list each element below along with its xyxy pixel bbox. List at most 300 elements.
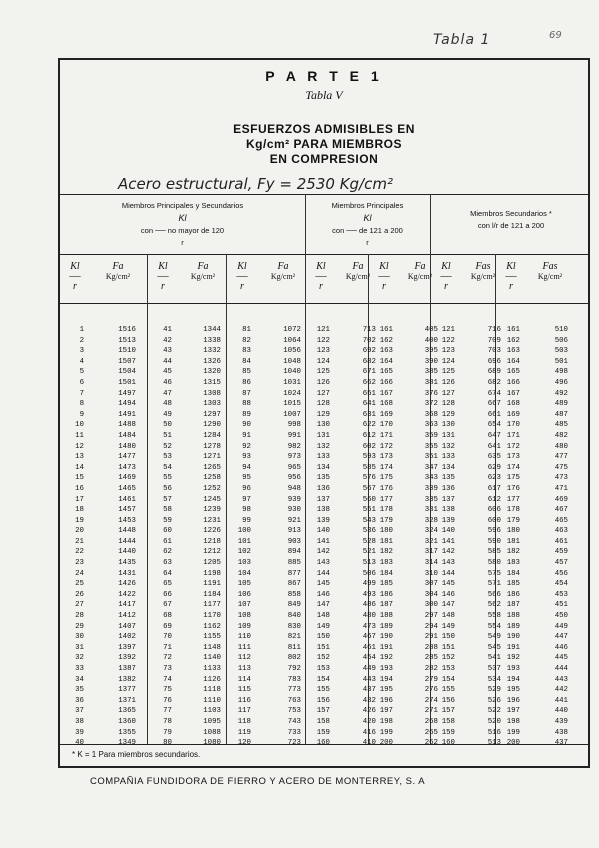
fa-cell: 1140 xyxy=(203,654,221,663)
fa-cell: 1435 xyxy=(118,559,136,568)
fa-cell: 285 xyxy=(424,654,438,663)
fa-cell: 696 xyxy=(487,357,501,366)
kl-cell: 99 xyxy=(242,516,251,525)
fa-cell: 486 xyxy=(362,601,376,610)
fa-cell: 623 xyxy=(487,474,501,483)
fa-cell: 390 xyxy=(424,357,438,366)
kl-cell: 138 xyxy=(316,506,330,515)
kl-cell: 163 xyxy=(379,347,393,356)
kl-cell: 16 xyxy=(75,484,84,493)
kl-cell: 103 xyxy=(237,559,251,568)
kl-cell: 19 xyxy=(75,516,84,525)
kl-cell: 119 xyxy=(237,728,251,737)
fa-cell: 279 xyxy=(424,675,438,684)
fa-cell: 956 xyxy=(287,474,301,483)
kl-cell: 96 xyxy=(242,484,251,493)
fa-cell: 1148 xyxy=(203,643,221,652)
fa-cell: 405 xyxy=(424,326,438,334)
kl-cell: 128 xyxy=(316,400,330,409)
kl-cell: 98 xyxy=(242,506,251,515)
fa-cell: 1349 xyxy=(118,739,136,748)
fa-cell: 300 xyxy=(424,601,438,610)
kl-cell: 75 xyxy=(163,686,172,695)
fa-cell: 1504 xyxy=(118,368,136,377)
fa-cell: 867 xyxy=(287,580,301,589)
fa-cell: 1491 xyxy=(118,410,136,419)
fa-cell: 590 xyxy=(487,537,501,546)
fa-cell: 1477 xyxy=(118,453,136,462)
kl-cell: 143 xyxy=(316,559,330,568)
fa-cell: 314 xyxy=(424,559,438,568)
kl-cell: 118 xyxy=(237,717,251,726)
kl-cell: 130 xyxy=(316,421,330,430)
group-header-secondary: Miembros Secundarios * con l/r de 121 a 200 xyxy=(470,209,552,230)
kl-cell: 93 xyxy=(242,453,251,462)
fa-cell: 1412 xyxy=(118,612,136,621)
kl-cell: 70 xyxy=(163,633,172,642)
kl-cell: 155 xyxy=(316,686,330,695)
fa-cell: 1103 xyxy=(203,707,221,716)
fa-cell: 1170 xyxy=(203,612,221,621)
col-header-kl-1: Kl ── r xyxy=(157,261,169,292)
kl-cell: 196 xyxy=(506,696,520,705)
kl-cell: 81 xyxy=(242,326,251,334)
fa-cell: 456 xyxy=(554,569,568,578)
kl-cell: 194 xyxy=(379,675,393,684)
kl-cell: 160 xyxy=(441,739,455,748)
fa-cell: 288 xyxy=(424,643,438,652)
fa-cell: 480 xyxy=(362,612,376,621)
kl-cell: 11 xyxy=(75,431,84,440)
fa-cell: 1465 xyxy=(118,484,136,493)
kl-cell: 72 xyxy=(163,654,172,663)
fa-cell: 1497 xyxy=(118,389,136,398)
kl-cell: 86 xyxy=(242,378,251,387)
fa-cell: 921 xyxy=(287,516,301,525)
kl-cell: 182 xyxy=(506,548,520,557)
fa-cell: 528 xyxy=(362,537,376,546)
kl-cell: 69 xyxy=(163,622,172,631)
fa-cell: 410 xyxy=(362,739,376,748)
kl-cell: 152 xyxy=(316,654,330,663)
kl-cell: 65 xyxy=(163,580,172,589)
kl-cell: 51 xyxy=(163,431,172,440)
kl-cell: 174 xyxy=(506,463,520,472)
kl-cell: 183 xyxy=(506,559,520,568)
kl-cell: 161 xyxy=(506,326,520,334)
kl-cell: 134 xyxy=(316,463,330,472)
kl-cell: 124 xyxy=(316,357,330,366)
kl-cell: 130 xyxy=(441,421,455,430)
kl-cell: 94 xyxy=(242,463,251,472)
fa-cell: 432 xyxy=(362,696,376,705)
kl-cell: 74 xyxy=(163,675,172,684)
kl-cell: 33 xyxy=(75,665,84,673)
fa-cell: 903 xyxy=(287,537,301,546)
fa-cell: 562 xyxy=(487,601,501,610)
kl-cell: 147 xyxy=(316,601,330,610)
kl-cell: 62 xyxy=(163,548,172,557)
fa-cell: 467 xyxy=(362,633,376,642)
kl-cell: 18 xyxy=(75,506,84,515)
fa-cell: 1484 xyxy=(118,431,136,440)
fa-cell: 282 xyxy=(424,665,438,673)
kl-cell: 36 xyxy=(75,696,84,705)
fa-cell: 1417 xyxy=(118,601,136,610)
kl-cell: 57 xyxy=(163,495,172,504)
fa-cell: 442 xyxy=(554,686,568,695)
kl-cell: 195 xyxy=(506,686,520,695)
vrule-1 xyxy=(147,254,148,744)
kl-cell: 188 xyxy=(506,612,520,621)
kl-cell: 151 xyxy=(316,643,330,652)
fa-cell: 1297 xyxy=(203,410,221,419)
fa-cell: 395 xyxy=(424,347,438,356)
fa-cell: 335 xyxy=(424,495,438,504)
fa-cell: 560 xyxy=(362,495,376,504)
kl-cell: 105 xyxy=(237,580,251,589)
fa-cell: 549 xyxy=(487,633,501,642)
fa-cell: 463 xyxy=(554,527,568,536)
kl-cell: 90 xyxy=(242,421,251,430)
kl-cell: 85 xyxy=(242,368,251,377)
kl-cell: 14 xyxy=(75,463,84,472)
fa-cell: 1473 xyxy=(118,463,136,472)
kl-cell: 150 xyxy=(441,633,455,642)
fa-cell: 347 xyxy=(424,463,438,472)
fa-cell: 473 xyxy=(554,474,568,483)
divider-group xyxy=(60,254,588,255)
fa-cell: 1513 xyxy=(118,336,136,345)
fa-cell: 713 xyxy=(362,326,376,334)
fa-cell: 792 xyxy=(287,665,301,673)
kl-cell: 63 xyxy=(163,559,172,568)
kl-cell: 170 xyxy=(506,421,520,430)
kl-cell: 126 xyxy=(441,378,455,387)
kl-cell: 197 xyxy=(506,707,520,716)
fa-cell: 1516 xyxy=(118,326,136,334)
kl-cell: 168 xyxy=(379,400,393,409)
fa-cell: 339 xyxy=(424,484,438,493)
kl-cell: 159 xyxy=(441,728,455,737)
col-header-kl-0: Kl ── r xyxy=(69,261,81,292)
kl-cell: 4 xyxy=(79,357,84,366)
kl-cell: 88 xyxy=(242,400,251,409)
col-header-fa-2: Fa Kg/cm² xyxy=(270,261,296,281)
fa-cell: 307 xyxy=(424,580,438,589)
fa-cell: 467 xyxy=(554,506,568,515)
fa-cell: 1387 xyxy=(118,665,136,673)
fa-cell: 1072 xyxy=(283,326,301,334)
fa-cell: 1110 xyxy=(203,696,221,705)
title-line-2: Kg/cm² PARA MIEMBROS xyxy=(245,137,402,151)
col-header-kl-2: Kl ── r xyxy=(236,261,248,292)
kl-cell: 106 xyxy=(237,590,251,599)
fa-cell: 554 xyxy=(487,622,501,631)
fa-cell: 1252 xyxy=(203,484,221,493)
fa-cell: 445 xyxy=(554,654,568,663)
fa-cell: 674 xyxy=(487,389,501,398)
fa-cell: 482 xyxy=(554,431,568,440)
fa-cell: 566 xyxy=(487,590,501,599)
kl-cell: 50 xyxy=(163,421,172,430)
kl-cell: 13 xyxy=(75,453,84,462)
title-line-3: EN COMPRESION xyxy=(269,152,379,166)
kl-cell: 128 xyxy=(441,400,455,409)
kl-cell: 149 xyxy=(441,622,455,631)
fa-cell: 1507 xyxy=(118,357,136,366)
fa-cell: 661 xyxy=(487,410,501,419)
fa-cell: 321 xyxy=(424,537,438,546)
fa-cell: 1118 xyxy=(203,686,221,695)
kl-cell: 42 xyxy=(163,336,172,345)
fa-cell: 480 xyxy=(554,442,568,451)
company-name: COMPAÑIA FUNDIDORA DE FIERRO Y ACERO DE MONTERREY, S. A xyxy=(90,776,426,787)
fa-cell: 451 xyxy=(554,601,568,610)
fa-cell: 1371 xyxy=(118,696,136,705)
kl-cell: 168 xyxy=(506,400,520,409)
fa-cell: 304 xyxy=(424,590,438,599)
kl-cell: 184 xyxy=(379,569,393,578)
fa-cell: 1184 xyxy=(203,590,221,599)
fa-cell: 1024 xyxy=(283,389,301,398)
fa-cell: 840 xyxy=(287,612,301,621)
kl-column-2 xyxy=(229,325,251,749)
fa-cell: 802 xyxy=(287,654,301,663)
fa-cell: 973 xyxy=(287,453,301,462)
kl-column-3 xyxy=(308,325,330,749)
fa-cell: 600 xyxy=(487,516,501,525)
kl-cell: 129 xyxy=(316,410,330,419)
kl-cell: 166 xyxy=(379,378,393,387)
fa-cell: 877 xyxy=(287,569,301,578)
kl-cell: 107 xyxy=(237,601,251,610)
kl-cell: 125 xyxy=(316,368,330,377)
kl-cell: 185 xyxy=(379,580,393,589)
vrule-2 xyxy=(226,254,227,744)
kl-cell: 180 xyxy=(506,527,520,536)
kl-cell: 199 xyxy=(506,728,520,737)
fa-cell: 543 xyxy=(362,516,376,525)
fa-cell: 575 xyxy=(487,569,501,578)
kl-cell: 192 xyxy=(506,654,520,663)
fa-cell: 506 xyxy=(362,569,376,578)
kl-cell: 171 xyxy=(379,431,393,440)
kl-cell: 58 xyxy=(163,506,172,515)
kl-cell: 138 xyxy=(441,506,455,515)
kl-cell: 34 xyxy=(75,675,84,684)
fa-cell: 606 xyxy=(487,506,501,515)
fa-cell: 492 xyxy=(554,389,568,398)
fa-cell: 651 xyxy=(362,389,376,398)
fa-cell: 567 xyxy=(362,484,376,493)
kl-cell: 132 xyxy=(316,442,330,451)
fa-cell: 376 xyxy=(424,389,438,398)
kl-cell: 177 xyxy=(506,495,520,504)
fa-cell: 1315 xyxy=(203,378,221,387)
kl-cell: 32 xyxy=(75,654,84,663)
kl-cell: 189 xyxy=(379,622,393,631)
kl-cell: 21 xyxy=(75,537,84,546)
fa-cell: 1308 xyxy=(203,389,221,398)
kl-cell: 161 xyxy=(379,326,393,334)
kl-cell: 166 xyxy=(506,378,520,387)
kl-cell: 122 xyxy=(316,336,330,345)
fa-cell: 612 xyxy=(487,495,501,504)
kl-cell: 79 xyxy=(163,728,172,737)
fa-cell: 381 xyxy=(424,378,438,387)
page-number: 69 xyxy=(549,30,562,41)
fa-cell: 913 xyxy=(287,527,301,536)
kl-cell: 179 xyxy=(506,516,520,525)
fa-cell: 385 xyxy=(424,368,438,377)
title-line-1: ESFUERZOS ADMISIBLES EN xyxy=(233,122,415,136)
fa-column-6 xyxy=(532,325,568,749)
kl-cell: 30 xyxy=(75,633,84,642)
kl-cell: 135 xyxy=(316,474,330,483)
kl-cell: 20 xyxy=(75,527,84,536)
kl-cell: 164 xyxy=(506,357,520,366)
kl-cell: 1 xyxy=(79,326,84,334)
fa-cell: 1040 xyxy=(283,368,301,377)
fa-cell: 858 xyxy=(287,590,301,599)
fa-cell: 501 xyxy=(554,357,568,366)
kl-cell: 173 xyxy=(379,453,393,462)
fa-cell: 297 xyxy=(424,612,438,621)
fa-cell: 1226 xyxy=(203,527,221,536)
fa-cell: 426 xyxy=(362,707,376,716)
fa-cell: 459 xyxy=(554,548,568,557)
kl-cell: 141 xyxy=(316,537,330,546)
kl-cell: 111 xyxy=(237,643,251,652)
fa-cell: 1326 xyxy=(203,357,221,366)
kl-cell: 38 xyxy=(75,717,84,726)
fa-cell: 1392 xyxy=(118,654,136,663)
fa-cell: 667 xyxy=(487,400,501,409)
kl-cell: 115 xyxy=(237,686,251,695)
kl-cell: 167 xyxy=(506,389,520,398)
fa-cell: 510 xyxy=(554,326,568,334)
col-header-fa-5: Fas Kg/cm² xyxy=(470,261,496,281)
kl-cell: 23 xyxy=(75,559,84,568)
fa-cell: 1271 xyxy=(203,453,221,462)
kl-cell: 163 xyxy=(506,347,520,356)
kl-cell: 170 xyxy=(379,421,393,430)
kl-cell: 179 xyxy=(379,516,393,525)
fa-cell: 310 xyxy=(424,569,438,578)
fa-cell: 475 xyxy=(554,463,568,472)
kl-cell: 200 xyxy=(379,739,393,748)
fa-cell: 1218 xyxy=(203,537,221,546)
fa-cell: 894 xyxy=(287,548,301,557)
kl-cell: 157 xyxy=(316,707,330,716)
fa-cell: 849 xyxy=(287,601,301,610)
fa-cell: 641 xyxy=(362,400,376,409)
kl-cell: 82 xyxy=(242,336,251,345)
kl-cell: 121 xyxy=(316,326,330,334)
fa-column-2 xyxy=(265,325,301,749)
kl-cell: 122 xyxy=(441,336,455,345)
kl-cell: 47 xyxy=(163,389,172,398)
fa-cell: 551 xyxy=(362,506,376,515)
col-header-fa-0: Fa Kg/cm² xyxy=(105,261,131,281)
fa-cell: 1332 xyxy=(203,347,221,356)
kl-cell: 140 xyxy=(316,527,330,536)
fa-cell: 444 xyxy=(554,665,568,673)
fa-cell: 469 xyxy=(554,495,568,504)
divider-header xyxy=(60,303,588,304)
kl-cell: 195 xyxy=(379,686,393,695)
fa-cell: 830 xyxy=(287,622,301,631)
kl-cell: 137 xyxy=(441,495,455,504)
kl-cell: 173 xyxy=(506,453,520,462)
fa-cell: 317 xyxy=(424,548,438,557)
kl-cell: 108 xyxy=(237,612,251,621)
fa-cell: 416 xyxy=(362,728,376,737)
fa-cell: 1126 xyxy=(203,675,221,684)
fa-cell: 537 xyxy=(487,665,501,673)
kl-cell: 28 xyxy=(75,612,84,621)
kl-cell: 46 xyxy=(163,378,172,387)
kl-cell: 162 xyxy=(379,336,393,345)
kl-cell: 156 xyxy=(316,696,330,705)
fa-cell: 1177 xyxy=(203,601,221,610)
kl-cell: 49 xyxy=(163,410,172,419)
kl-cell: 43 xyxy=(163,347,172,356)
fa-cell: 291 xyxy=(424,633,438,642)
kl-cell: 146 xyxy=(441,590,455,599)
kl-cell: 196 xyxy=(379,696,393,705)
fa-cell: 743 xyxy=(287,717,301,726)
group-header-principal: Miembros Principales Kl con ── de 121 a 200 r xyxy=(331,201,404,247)
kl-cell: 54 xyxy=(163,463,172,472)
fa-cell: 513 xyxy=(487,739,501,748)
fa-cell: 773 xyxy=(287,686,301,695)
kl-cell: 142 xyxy=(316,548,330,557)
kl-cell: 178 xyxy=(379,506,393,515)
fa-cell: 324 xyxy=(424,527,438,536)
kl-cell: 92 xyxy=(242,442,251,451)
kl-cell: 156 xyxy=(441,696,455,705)
tabla-label: Tabla V xyxy=(305,88,343,102)
divider-top xyxy=(60,194,588,195)
kl-cell: 182 xyxy=(379,548,393,557)
fa-cell: 498 xyxy=(554,368,568,377)
kl-cell: 185 xyxy=(506,580,520,589)
kl-cell: 194 xyxy=(506,675,520,684)
kl-cell: 48 xyxy=(163,400,172,409)
col-header-kl-3: Kl ── r xyxy=(315,261,327,292)
kl-cell: 101 xyxy=(237,537,251,546)
kl-cell: 37 xyxy=(75,707,84,716)
kl-cell: 139 xyxy=(441,516,455,525)
col-header-fa-4: Fa Kg/cm² xyxy=(407,261,433,281)
fa-cell: 1278 xyxy=(203,442,221,451)
fa-cell: 1095 xyxy=(203,717,221,726)
fa-cell: 400 xyxy=(424,336,438,345)
fa-cell: 1480 xyxy=(118,442,136,451)
kl-cell: 131 xyxy=(441,431,455,440)
kl-cell: 146 xyxy=(316,590,330,599)
kl-cell: 120 xyxy=(237,739,251,748)
fa-cell: 443 xyxy=(554,675,568,684)
kl-cell: 149 xyxy=(316,622,330,631)
fa-cell: 629 xyxy=(487,463,501,472)
fa-cell: 489 xyxy=(554,400,568,409)
fa-cell: 262 xyxy=(424,739,438,748)
fa-cell: 359 xyxy=(424,431,438,440)
fa-cell: 265 xyxy=(424,728,438,737)
